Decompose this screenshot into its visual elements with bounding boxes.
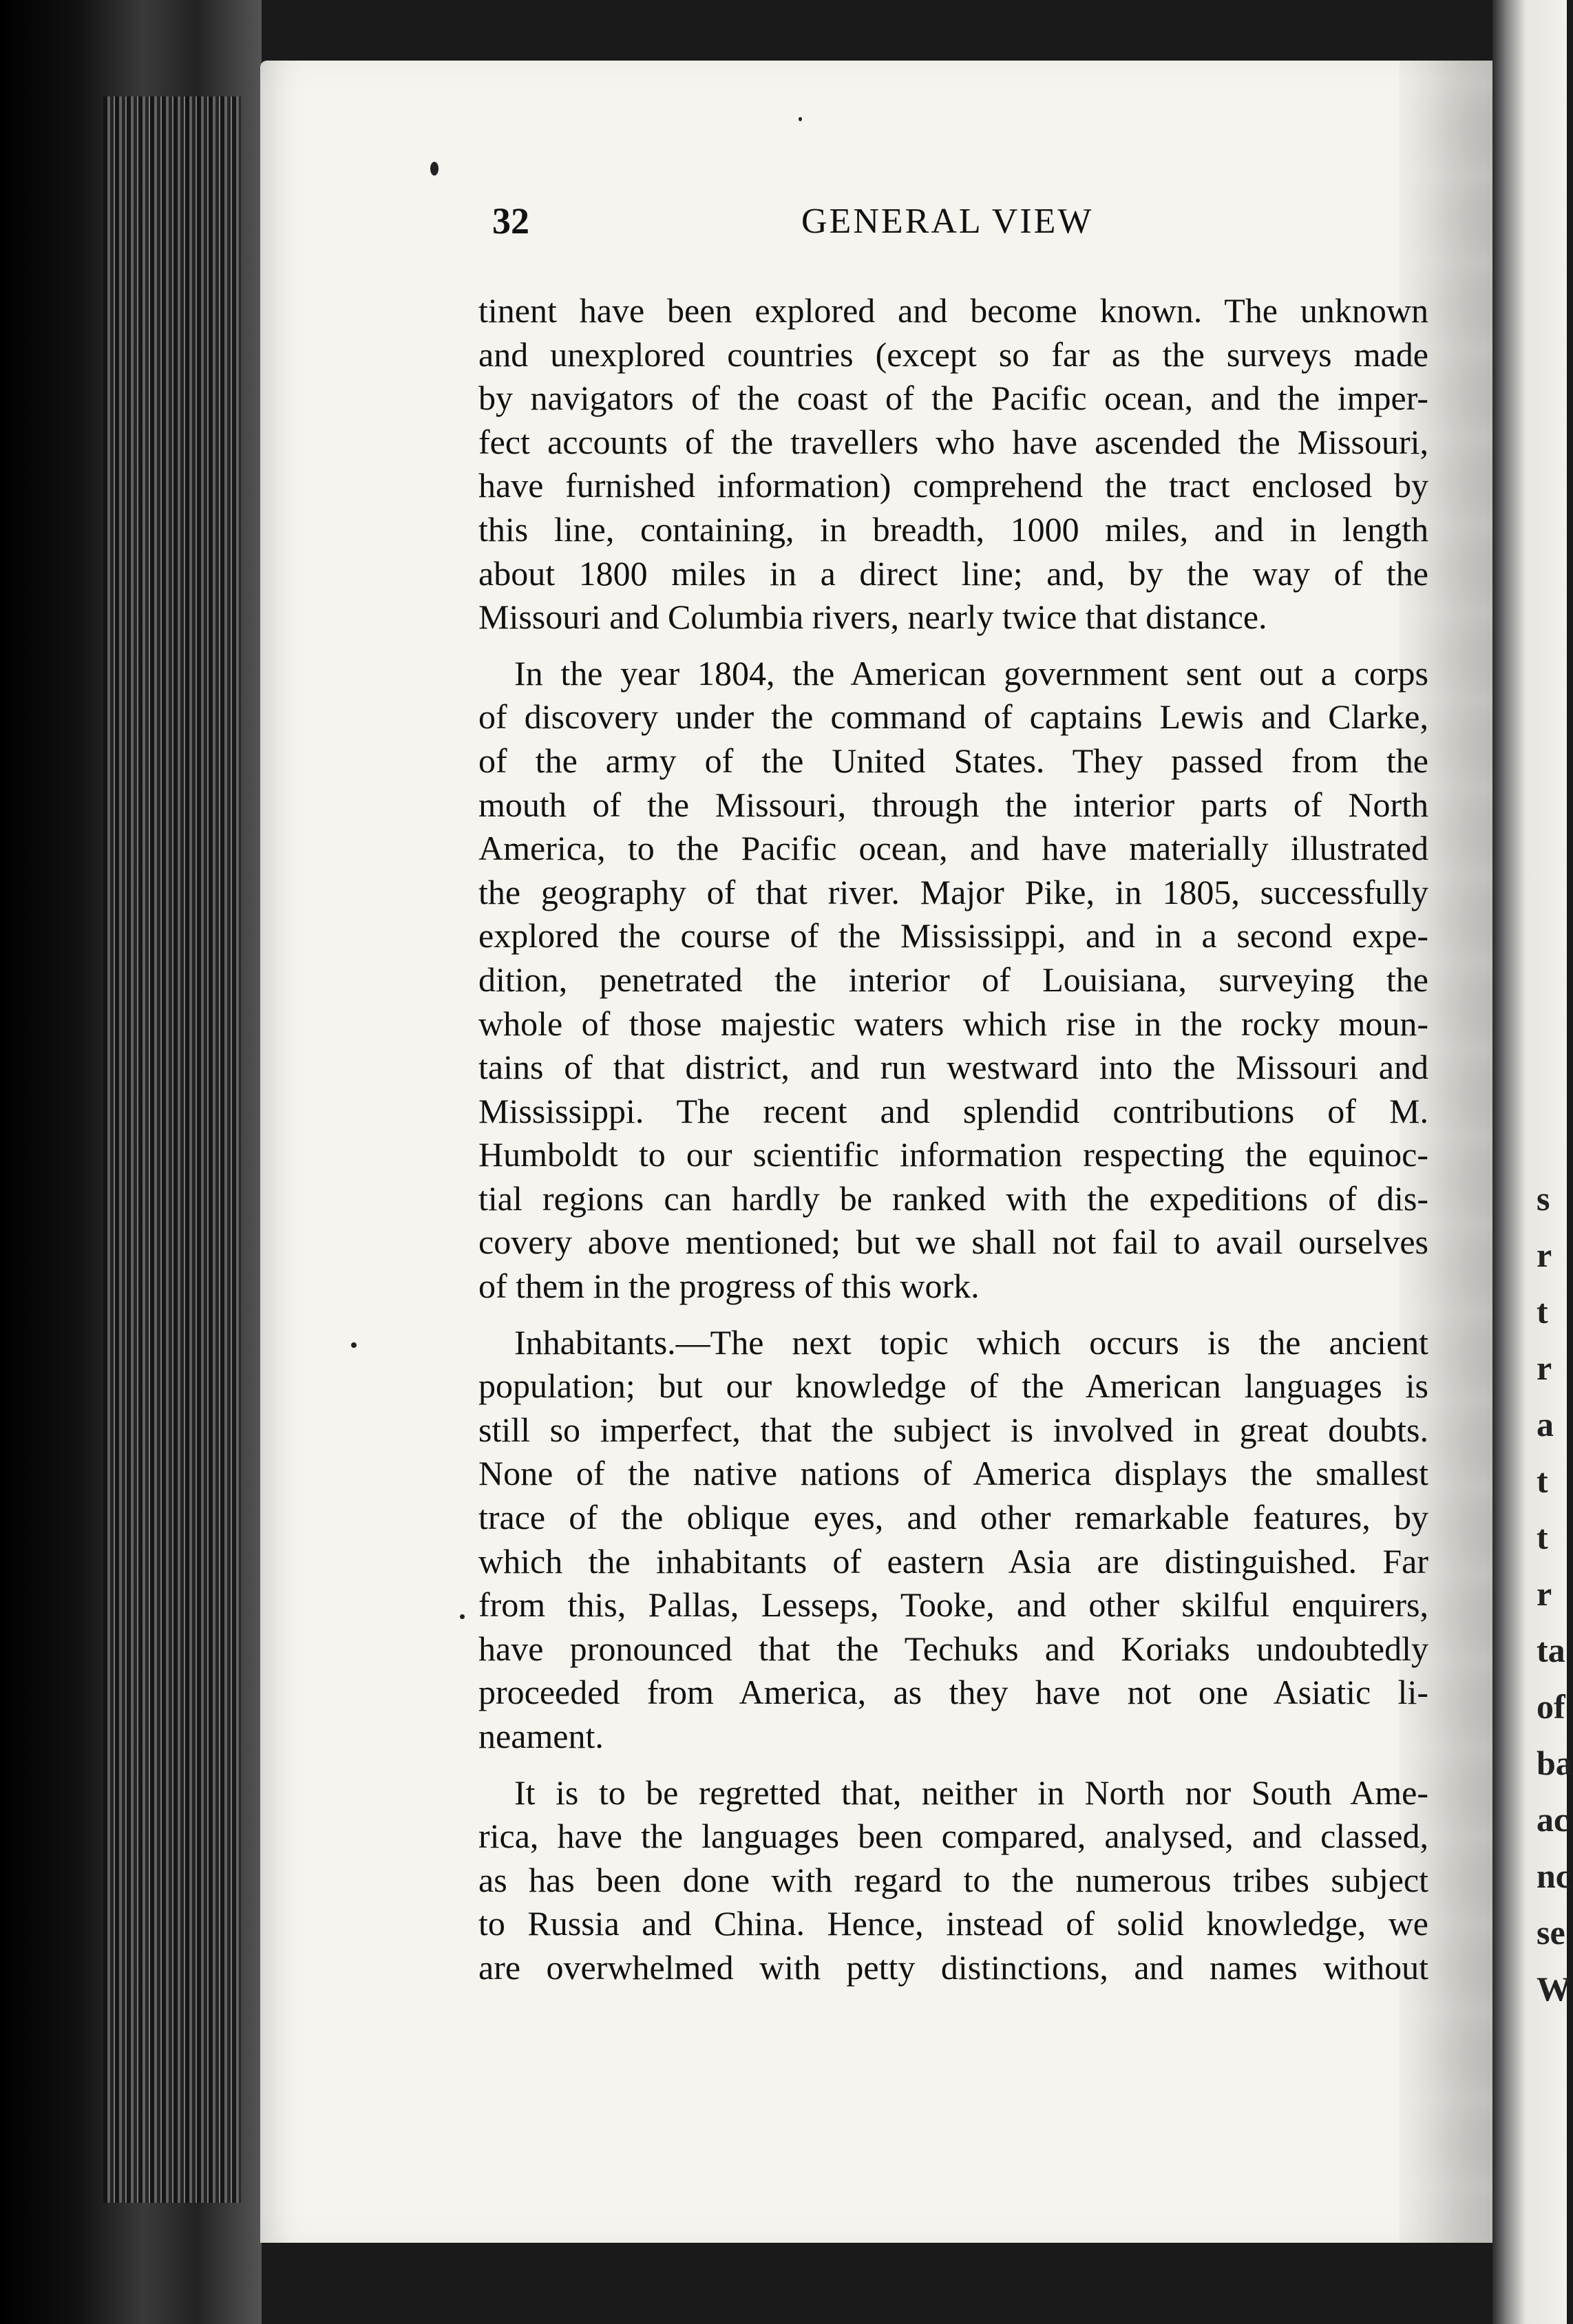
text-line: Inhabitants.—The next topic which occurs is the ancient <box>514 1322 1428 1362</box>
text-line: covery above mentioned; but we shall not fail to avail ourselves <box>478 1223 1428 1262</box>
fragment: r <box>1537 1349 1552 1387</box>
text-line: population; but our knowledge of the American languages is <box>478 1366 1428 1406</box>
text-line: tinent have been explored and become known. The unknown <box>478 291 1428 330</box>
text-line: of the army of the United States. They passed from the <box>478 741 1428 780</box>
fragment: t <box>1537 1461 1548 1500</box>
text-line: In the year 1804, the American government sent out a corps <box>514 653 1428 693</box>
fragment: r <box>1537 1236 1552 1274</box>
text-line: It is to be regretted that, neither in North nor South Ame- <box>514 1773 1428 1812</box>
text-line: to Russia and China. Hence, instead of solid knowledge, we <box>478 1904 1428 1943</box>
text-line: mouth of the Missouri, through the interior parts of North <box>478 785 1428 824</box>
text-line: the geography of that river. Major Pike, in 1805, successfully <box>478 872 1428 911</box>
text-line: None of the native nations of America displays the smallest <box>478 1454 1428 1493</box>
fragment: nc <box>1537 1857 1571 1895</box>
text-line: rica, have the languages been compared, analysed, and classed, <box>478 1817 1428 1856</box>
fragment: t <box>1537 1292 1548 1331</box>
fragment: s <box>1537 1179 1550 1218</box>
text-line: which the inhabitants of eastern Asia are distinguished. Far <box>478 1541 1428 1581</box>
fragment: a <box>1537 1405 1554 1444</box>
text-line: from this, Pallas, Lesseps, Tooke, and other skilful enquirers, <box>478 1585 1428 1625</box>
text-line: Mississippi. The recent and splendid contributions of M. <box>478 1091 1428 1130</box>
text-line: by navigators of the coast of the Pacific ocean, and the imper- <box>478 379 1428 418</box>
fragment: ta <box>1537 1631 1565 1669</box>
text-line: whole of those majestic waters which rise in the rocky moun- <box>478 1004 1428 1043</box>
fragment: of <box>1537 1687 1565 1726</box>
fragment: ba <box>1537 1744 1573 1782</box>
fragment: W <box>1537 1969 1571 2008</box>
text-line: fect accounts of the travellers who have ascended the Missouri, <box>478 422 1428 461</box>
text-line: proceeded from America, as they have not one Asiatic li- <box>478 1673 1428 1712</box>
facing-page-fragments <box>1537 1170 1573 2017</box>
fragment: r <box>1537 1574 1552 1613</box>
running-head: GENERAL VIEW <box>801 202 1094 241</box>
text-line: have furnished information) comprehend the tract enclosed by <box>478 466 1428 505</box>
text-line: explored the course of the Mississippi, and in a second expe- <box>478 916 1428 955</box>
text-line: have pronounced that the Techuks and Koriaks undoubtedly <box>478 1629 1428 1668</box>
fragment: t <box>1537 1518 1548 1556</box>
fragment: se <box>1537 1913 1565 1952</box>
text-line: tains of that district, and run westward into the Missouri and <box>478 1048 1428 1087</box>
page-header <box>492 200 1415 255</box>
text-line: as has been done with regard to the numerous tribes subject <box>478 1860 1428 1899</box>
page-number: 32 <box>492 200 529 242</box>
text-line: are overwhelmed with petty distinctions, and names without <box>478 1947 1428 1987</box>
fragment: ac <box>1537 1800 1570 1839</box>
page-edges <box>103 96 241 2203</box>
text-line: of them in the progress of this work. <box>478 1267 980 1306</box>
body-text <box>478 289 1428 1990</box>
text-line: dition, penetrated the interior of Louisiana, surveying the <box>478 960 1428 999</box>
text-line: Humboldt to our scientific information respecting the equinoc- <box>478 1135 1428 1174</box>
text-line: America, to the Pacific ocean, and have materially illustrated <box>478 829 1428 868</box>
text-line: of discovery under the command of captains Lewis and Clarke, <box>478 697 1428 737</box>
text-line: and unexplored countries (except so far as the surveys made <box>478 335 1428 374</box>
text-line: still so imperfect, that the subject is involved in great doubts. <box>478 1410 1428 1449</box>
text-line: trace of the oblique eyes, and other remarkable features, by <box>478 1498 1428 1537</box>
text-line: tial regions can hardly be ranked with the expeditions of dis- <box>478 1179 1428 1218</box>
text-line: this line, containing, in breadth, 1000 miles, and in length <box>478 509 1428 549</box>
text-line: neament. <box>478 1717 604 1755</box>
text-line: about 1800 miles in a direct line; and, by the way of the <box>478 553 1428 593</box>
text-line: Missouri and Columbia rivers, nearly twice that distance. <box>478 598 1267 637</box>
